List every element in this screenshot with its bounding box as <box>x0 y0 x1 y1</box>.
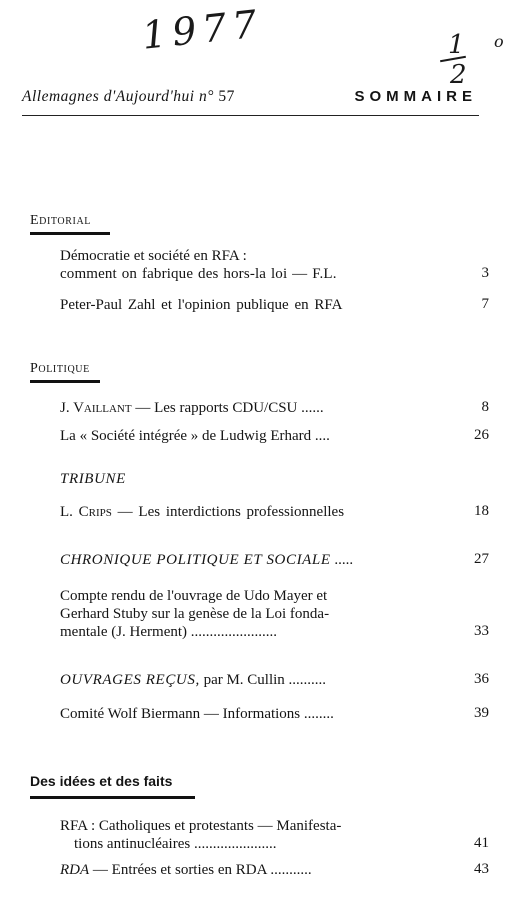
page-number: 3 <box>481 265 489 281</box>
journal-title <box>22 88 235 106</box>
page-number: 43 <box>474 861 489 877</box>
subsection-ouvrages: OUVRAGES REÇUS, <box>60 672 200 688</box>
entry-text: — Les rapports CDU/CSU ...... <box>131 400 324 416</box>
handwritten-year: 1977 <box>140 1 265 58</box>
page-number: 41 <box>474 835 489 851</box>
page-number: 26 <box>474 427 489 443</box>
toc-entry-zahl: Peter-Paul Zahl et l'opinion publique en RFA <box>60 297 343 313</box>
entry-line: tions antinucléaires ...................... <box>74 836 277 852</box>
page-title: SOMMAIRE <box>354 88 477 105</box>
page-number: 18 <box>474 503 489 519</box>
handwritten-mark: o <box>494 32 504 51</box>
toc-entry-rda <box>60 861 312 879</box>
toc-entry-rfa <box>60 817 448 853</box>
toc-entry-democratie-line1: Démocratie et société en RFA : <box>60 248 247 264</box>
entry-text: — Les interdictions professionnelles <box>111 504 345 520</box>
entry-line: Compte rendu de l'ouvrage de Udo Mayer et <box>60 588 328 604</box>
journal-name: Allemagnes d'Aujourd'hui <box>22 88 195 105</box>
page-number: 33 <box>474 623 489 639</box>
journal-number: 57 <box>218 88 235 105</box>
toc-entry-chronique <box>60 551 353 569</box>
section-heading-idees: Des idées et des faits <box>30 773 173 789</box>
author-name: L. Crips <box>60 504 112 520</box>
page-number: 7 <box>481 296 489 312</box>
page-number: 39 <box>474 705 489 721</box>
entry-line: Gerhard Stuby sur la genèse de la Loi fonda- <box>60 606 330 622</box>
toc-entry-ouvrages <box>60 671 326 689</box>
toc-entry-vaillant <box>60 399 324 417</box>
leader-dots: ..... <box>330 552 354 568</box>
author-name: J. Vaillant <box>60 400 132 416</box>
page-number: 36 <box>474 671 489 687</box>
journal-number-prefix: n° <box>198 88 214 105</box>
section-heading-editorial: Editorial <box>30 213 91 228</box>
entry-line: mentale (J. Herment) ....................... <box>60 624 278 640</box>
entry-text: par M. Cullin .......... <box>199 672 327 688</box>
handwritten-fraction-numerator: 1 <box>448 30 465 60</box>
toc-entry-comite: Comité Wolf Biermann — Informations ........ <box>60 706 334 722</box>
page-number: 27 <box>474 551 489 567</box>
subsection-chronique: CHRONIQUE POLITIQUE ET SOCIALE <box>60 552 331 568</box>
entry-label: RDA <box>60 862 90 878</box>
handwritten-fraction-denominator: 2 <box>450 60 467 90</box>
toc-entry-crips <box>60 503 344 521</box>
entry-line: RFA : Catholiques et protestants — Manifesta- <box>60 818 342 834</box>
entry-text: — Entrées et sorties en RDA ........... <box>89 862 312 878</box>
section-rule-politique <box>30 380 100 383</box>
section-rule-idees <box>30 796 195 799</box>
toc-entry-democratie-line2: comment on fabrique des hors-la loi — F.L. <box>60 266 337 282</box>
section-rule-editorial <box>30 232 110 235</box>
subsection-tribune: TRIBUNE <box>60 471 126 487</box>
section-heading-politique: Politique <box>30 361 90 376</box>
toc-entry-erhard: La « Société intégrée » de Ludwig Erhard .... <box>60 428 330 444</box>
header-rule <box>22 115 479 116</box>
page-number: 8 <box>481 399 489 415</box>
toc-entry-compte-rendu <box>60 587 448 641</box>
